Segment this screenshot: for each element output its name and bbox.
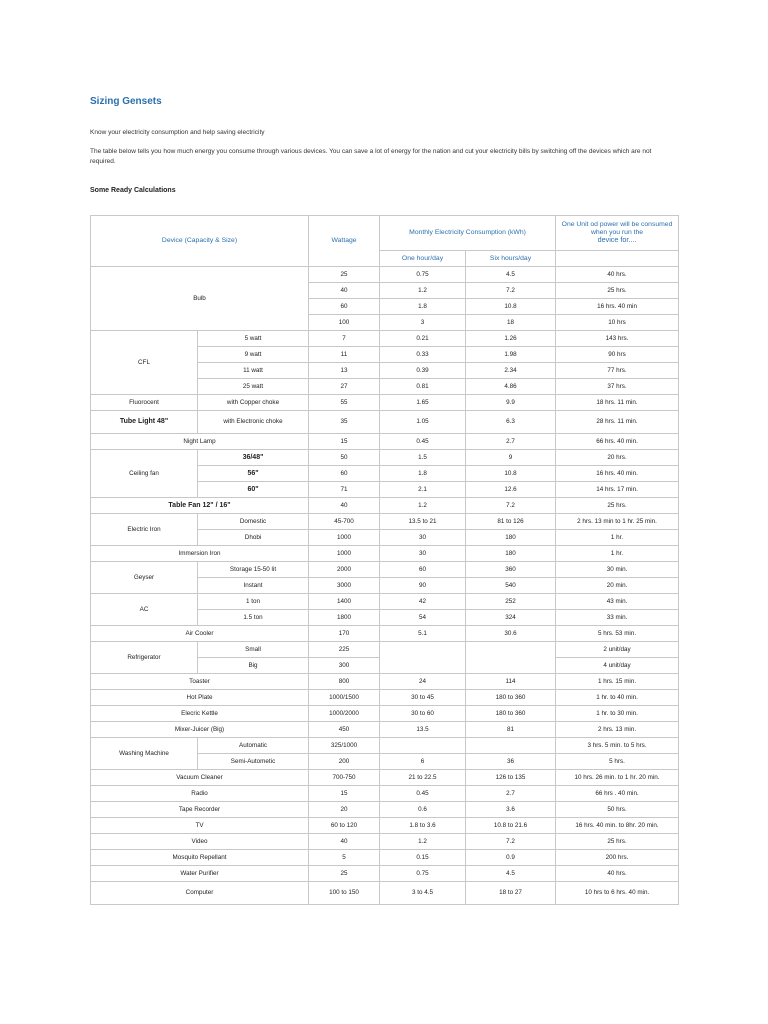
table-row bbox=[91, 434, 679, 450]
table-row bbox=[91, 411, 679, 434]
wattage-cell: 15 bbox=[309, 786, 380, 802]
unit-time-cell: 25 hrs. bbox=[556, 498, 679, 514]
wattage-cell: 100 bbox=[309, 315, 380, 331]
header-monthly: Monthly Electricity Consumption (kWh) bbox=[380, 216, 556, 251]
one-hour-cell: 0.81 bbox=[380, 379, 466, 395]
one-hour-cell: 0.75 bbox=[380, 866, 466, 882]
one-hour-cell: 30 bbox=[380, 530, 466, 546]
table-row bbox=[91, 594, 679, 610]
wattage-cell: 35 bbox=[309, 411, 380, 434]
unit-time-cell: 43 min. bbox=[556, 594, 679, 610]
one-hour-cell: 1.2 bbox=[380, 498, 466, 514]
table-row bbox=[91, 395, 679, 411]
table-row bbox=[91, 546, 679, 562]
six-hours-cell: 7.2 bbox=[466, 283, 556, 299]
unit-time-cell: 25 hrs. bbox=[556, 834, 679, 850]
subtype-cell: 1.5 ton bbox=[198, 610, 309, 626]
six-hours-cell bbox=[466, 738, 556, 754]
device-cell: Night Lamp bbox=[91, 434, 309, 450]
header-unit-line1: One Unit od power will be consumed when you run the bbox=[561, 221, 673, 236]
wattage-cell: 170 bbox=[309, 626, 380, 642]
device-cell: Tape Recorder bbox=[91, 802, 309, 818]
one-hour-cell: 5.1 bbox=[380, 626, 466, 642]
one-hour-cell: 6 bbox=[380, 754, 466, 770]
wattage-cell: 5 bbox=[309, 850, 380, 866]
unit-time-cell: 18 hrs. 11 min. bbox=[556, 395, 679, 411]
device-cell: Tube Light 48" bbox=[91, 411, 198, 434]
one-hour-cell: 3 bbox=[380, 315, 466, 331]
wattage-cell: 27 bbox=[309, 379, 380, 395]
unit-time-cell: 3 hrs. 5 min. to 5 hrs. bbox=[556, 738, 679, 754]
unit-time-cell: 28 hrs. 11 min. bbox=[556, 411, 679, 434]
device-cell: Video bbox=[91, 834, 309, 850]
wattage-cell: 325/1000 bbox=[309, 738, 380, 754]
six-hours-cell: 10.8 bbox=[466, 299, 556, 315]
one-hour-cell: 0.45 bbox=[380, 434, 466, 450]
table-row bbox=[91, 786, 679, 802]
one-hour-cell: 13.5 to 21 bbox=[380, 514, 466, 530]
six-hours-cell: 10.8 bbox=[466, 466, 556, 482]
table-row bbox=[91, 450, 679, 466]
unit-time-cell: 10 hrs. 26 min. to 1 hr. 20 min. bbox=[556, 770, 679, 786]
one-hour-cell: 60 bbox=[380, 562, 466, 578]
wattage-cell: 25 bbox=[309, 866, 380, 882]
one-hour-cell: 0.6 bbox=[380, 802, 466, 818]
one-hour-cell bbox=[380, 642, 466, 674]
device-cell: Table Fan 12" / 16" bbox=[91, 498, 309, 514]
one-hour-cell: 1.8 bbox=[380, 466, 466, 482]
device-cell: Refrigerator bbox=[91, 642, 198, 674]
six-hours-cell: 126 to 135 bbox=[466, 770, 556, 786]
one-hour-cell: 30 to 45 bbox=[380, 690, 466, 706]
unit-time-cell: 90 hrs bbox=[556, 347, 679, 363]
table-row bbox=[91, 331, 679, 347]
device-cell: Electric Iron bbox=[91, 514, 198, 546]
wattage-cell: 50 bbox=[309, 450, 380, 466]
subtype-cell: 11 watt bbox=[198, 363, 309, 379]
unit-time-cell: 50 hrs. bbox=[556, 802, 679, 818]
one-hour-cell: 54 bbox=[380, 610, 466, 626]
description-text: The table below tells you how much energy you consume through various devices. You can save a lot of energy for the nation and cut your electricity bills by switching off the devices which are not required. bbox=[90, 148, 652, 165]
subtype-cell: Big bbox=[198, 658, 309, 674]
wattage-cell: 15 bbox=[309, 434, 380, 450]
wattage-cell: 20 bbox=[309, 802, 380, 818]
header-device: Device (Capacity & Size) bbox=[91, 216, 309, 267]
six-hours-cell: 30.6 bbox=[466, 626, 556, 642]
six-hours-cell: 180 bbox=[466, 546, 556, 562]
one-hour-cell: 0.15 bbox=[380, 850, 466, 866]
six-hours-cell: 180 to 360 bbox=[466, 706, 556, 722]
unit-time-cell: 77 hrs. bbox=[556, 363, 679, 379]
subtype-cell: Automatic bbox=[198, 738, 309, 754]
six-hours-cell: 540 bbox=[466, 578, 556, 594]
six-hours-cell: 9.9 bbox=[466, 395, 556, 411]
device-cell: Air Cooler bbox=[91, 626, 309, 642]
six-hours-cell: 4.5 bbox=[466, 866, 556, 882]
table-row bbox=[91, 882, 679, 905]
unit-time-cell: 1 hrs. 15 min. bbox=[556, 674, 679, 690]
table-row bbox=[91, 866, 679, 882]
table-row bbox=[91, 818, 679, 834]
wattage-cell: 40 bbox=[309, 834, 380, 850]
wattage-cell: 55 bbox=[309, 395, 380, 411]
unit-time-cell: 66 hrs . 40 min. bbox=[556, 786, 679, 802]
table-row bbox=[91, 834, 679, 850]
table-row bbox=[91, 738, 679, 754]
unit-time-cell: 2 hrs. 13 min. bbox=[556, 722, 679, 738]
table-row bbox=[91, 267, 679, 283]
wattage-cell: 1000 bbox=[309, 530, 380, 546]
wattage-cell: 100 to 150 bbox=[309, 882, 380, 905]
six-hours-cell: 18 to 27 bbox=[466, 882, 556, 905]
subtype-cell: 60" bbox=[198, 482, 309, 498]
table-row bbox=[91, 850, 679, 866]
device-cell: CFL bbox=[91, 331, 198, 395]
wattage-cell: 200 bbox=[309, 754, 380, 770]
unit-time-cell: 33 min. bbox=[556, 610, 679, 626]
wattage-cell: 1000/2000 bbox=[309, 706, 380, 722]
table-row bbox=[91, 562, 679, 578]
six-hours-cell: 2.7 bbox=[466, 786, 556, 802]
six-hours-cell: 81 to 126 bbox=[466, 514, 556, 530]
wattage-cell: 11 bbox=[309, 347, 380, 363]
table-row bbox=[91, 770, 679, 786]
table-row bbox=[91, 626, 679, 642]
wattage-cell: 450 bbox=[309, 722, 380, 738]
one-hour-cell: 1.65 bbox=[380, 395, 466, 411]
device-cell: TV bbox=[91, 818, 309, 834]
six-hours-cell: 360 bbox=[466, 562, 556, 578]
one-hour-cell: 0.21 bbox=[380, 331, 466, 347]
unit-time-cell: 1 hr. bbox=[556, 546, 679, 562]
wattage-cell: 13 bbox=[309, 363, 380, 379]
one-hour-cell: 0.75 bbox=[380, 267, 466, 283]
wattage-cell: 1000/1500 bbox=[309, 690, 380, 706]
six-hours-cell: 114 bbox=[466, 674, 556, 690]
one-hour-cell: 1.8 bbox=[380, 299, 466, 315]
unit-time-cell: 5 hrs. bbox=[556, 754, 679, 770]
table-row bbox=[91, 706, 679, 722]
unit-time-cell: 40 hrs. bbox=[556, 267, 679, 283]
subtype-cell: Domestic bbox=[198, 514, 309, 530]
one-hour-cell: 3 to 4.5 bbox=[380, 882, 466, 905]
wattage-cell: 300 bbox=[309, 658, 380, 674]
subtype-cell: 56" bbox=[198, 466, 309, 482]
six-hours-cell: 81 bbox=[466, 722, 556, 738]
unit-time-cell: 40 hrs. bbox=[556, 866, 679, 882]
subtype-cell: Storage 15-50 lit bbox=[198, 562, 309, 578]
one-hour-cell: 90 bbox=[380, 578, 466, 594]
wattage-cell: 60 to 120 bbox=[309, 818, 380, 834]
device-cell: Toaster bbox=[91, 674, 309, 690]
one-hour-cell: 21 to 22.5 bbox=[380, 770, 466, 786]
one-hour-cell: 24 bbox=[380, 674, 466, 690]
header-six-hours: Six hours/day bbox=[466, 251, 556, 267]
device-cell: Fluorocent bbox=[91, 395, 198, 411]
unit-time-cell: 16 hrs. 40 min. bbox=[556, 466, 679, 482]
one-hour-cell: 1.2 bbox=[380, 834, 466, 850]
unit-time-cell: 5 hrs. 53 min. bbox=[556, 626, 679, 642]
unit-time-cell: 37 hrs. bbox=[556, 379, 679, 395]
wattage-cell: 40 bbox=[309, 283, 380, 299]
wattage-cell: 60 bbox=[309, 299, 380, 315]
one-hour-cell: 0.33 bbox=[380, 347, 466, 363]
six-hours-cell: 7.2 bbox=[466, 498, 556, 514]
six-hours-cell: 3.6 bbox=[466, 802, 556, 818]
one-hour-cell: 2.1 bbox=[380, 482, 466, 498]
unit-time-cell: 30 min. bbox=[556, 562, 679, 578]
six-hours-cell: 4.86 bbox=[466, 379, 556, 395]
table-row bbox=[91, 802, 679, 818]
device-cell: Radio bbox=[91, 786, 309, 802]
table-row bbox=[91, 674, 679, 690]
unit-time-cell: 66 hrs. 40 min. bbox=[556, 434, 679, 450]
wattage-cell: 71 bbox=[309, 482, 380, 498]
one-hour-cell: 30 to 60 bbox=[380, 706, 466, 722]
one-hour-cell: 1.2 bbox=[380, 283, 466, 299]
wattage-cell: 45-700 bbox=[309, 514, 380, 530]
table-row bbox=[91, 514, 679, 530]
six-hours-cell: 4.5 bbox=[466, 267, 556, 283]
intro-text: Know your electricity consumption and help saving electricity bbox=[90, 129, 265, 136]
device-cell: Washing Machine bbox=[91, 738, 198, 770]
unit-time-cell: 200 hrs. bbox=[556, 850, 679, 866]
unit-time-cell: 14 hrs. 17 min. bbox=[556, 482, 679, 498]
unit-time-cell: 1 hr. bbox=[556, 530, 679, 546]
wattage-cell: 7 bbox=[309, 331, 380, 347]
subtype-cell: 5 watt bbox=[198, 331, 309, 347]
subtype-cell: Small bbox=[198, 642, 309, 658]
wattage-cell: 3000 bbox=[309, 578, 380, 594]
subtype-cell: 1 ton bbox=[198, 594, 309, 610]
unit-time-cell: 25 hrs. bbox=[556, 283, 679, 299]
six-hours-cell: 18 bbox=[466, 315, 556, 331]
table-header-row bbox=[91, 216, 679, 251]
six-hours-cell: 324 bbox=[466, 610, 556, 626]
unit-time-cell: 20 hrs. bbox=[556, 450, 679, 466]
subtype-cell: Dhobi bbox=[198, 530, 309, 546]
wattage-cell: 700-750 bbox=[309, 770, 380, 786]
device-cell: Water Purifier bbox=[91, 866, 309, 882]
six-hours-cell: 36 bbox=[466, 754, 556, 770]
unit-time-cell: 16 hrs. 40 min. to 8hr. 20 min. bbox=[556, 818, 679, 834]
header-wattage: Wattage bbox=[309, 216, 380, 267]
wattage-cell: 800 bbox=[309, 674, 380, 690]
wattage-cell: 25 bbox=[309, 267, 380, 283]
table-row bbox=[91, 642, 679, 658]
six-hours-cell: 12.6 bbox=[466, 482, 556, 498]
six-hours-cell: 180 bbox=[466, 530, 556, 546]
six-hours-cell: 180 to 360 bbox=[466, 690, 556, 706]
wattage-cell: 1000 bbox=[309, 546, 380, 562]
one-hour-cell bbox=[380, 738, 466, 754]
unit-time-cell: 1 hr. to 30 min. bbox=[556, 706, 679, 722]
wattage-cell: 2000 bbox=[309, 562, 380, 578]
unit-time-cell: 1 hr. to 40 min. bbox=[556, 690, 679, 706]
unit-time-cell: 2 hrs. 13 min to 1 hr. 25 min. bbox=[556, 514, 679, 530]
device-cell: Bulb bbox=[91, 267, 309, 331]
one-hour-cell: 42 bbox=[380, 594, 466, 610]
subtype-cell: 36/48" bbox=[198, 450, 309, 466]
one-hour-cell: 0.39 bbox=[380, 363, 466, 379]
wattage-cell: 60 bbox=[309, 466, 380, 482]
six-hours-cell: 2.34 bbox=[466, 363, 556, 379]
device-cell: Mixer-Juicer (Big) bbox=[91, 722, 309, 738]
six-hours-cell: 9 bbox=[466, 450, 556, 466]
table-row bbox=[91, 498, 679, 514]
six-hours-cell: 0.9 bbox=[466, 850, 556, 866]
page-title: Sizing Gensets bbox=[90, 96, 162, 107]
unit-time-cell: 4 unit/day bbox=[556, 658, 679, 674]
device-cell: Vacuum Cleaner bbox=[91, 770, 309, 786]
device-cell: Geyser bbox=[91, 562, 198, 594]
subtype-cell: Semi-Autometic bbox=[198, 754, 309, 770]
header-empty bbox=[556, 251, 679, 267]
unit-time-cell: 16 hrs. 40 min bbox=[556, 299, 679, 315]
six-hours-cell: 1.26 bbox=[466, 331, 556, 347]
subtype-cell: 9 watt bbox=[198, 347, 309, 363]
consumption-table bbox=[90, 215, 679, 905]
table-row bbox=[91, 690, 679, 706]
header-unit bbox=[556, 216, 679, 251]
one-hour-cell: 1.8 to 3.6 bbox=[380, 818, 466, 834]
one-hour-cell: 13.5 bbox=[380, 722, 466, 738]
subtype-cell: with Electronic choke bbox=[198, 411, 309, 434]
subtype-cell: 25 watt bbox=[198, 379, 309, 395]
unit-time-cell: 143 hrs. bbox=[556, 331, 679, 347]
six-hours-cell: 7.2 bbox=[466, 834, 556, 850]
wattage-cell: 1400 bbox=[309, 594, 380, 610]
six-hours-cell: 6.3 bbox=[466, 411, 556, 434]
unit-time-cell: 2 unit/day bbox=[556, 642, 679, 658]
subtype-cell: Instant bbox=[198, 578, 309, 594]
header-one-hour: One hour/day bbox=[380, 251, 466, 267]
six-hours-cell bbox=[466, 642, 556, 674]
one-hour-cell: 1.5 bbox=[380, 450, 466, 466]
wattage-cell: 40 bbox=[309, 498, 380, 514]
device-cell: Immersion Iron bbox=[91, 546, 309, 562]
header-unit-line2: device for.... bbox=[597, 235, 637, 245]
unit-time-cell: 10 hrs bbox=[556, 315, 679, 331]
unit-time-cell: 20 min. bbox=[556, 578, 679, 594]
device-cell: Elecric Kettle bbox=[91, 706, 309, 722]
section-subheading: Some Ready Calculations bbox=[90, 187, 176, 194]
one-hour-cell: 0.45 bbox=[380, 786, 466, 802]
wattage-cell: 1800 bbox=[309, 610, 380, 626]
six-hours-cell: 10.8 to 21.6 bbox=[466, 818, 556, 834]
six-hours-cell: 2.7 bbox=[466, 434, 556, 450]
device-cell: Hot Plate bbox=[91, 690, 309, 706]
subtype-cell: with Copper choke bbox=[198, 395, 309, 411]
six-hours-cell: 1.98 bbox=[466, 347, 556, 363]
one-hour-cell: 1.05 bbox=[380, 411, 466, 434]
wattage-cell: 225 bbox=[309, 642, 380, 658]
device-cell: Computer bbox=[91, 882, 309, 905]
one-hour-cell: 30 bbox=[380, 546, 466, 562]
device-cell: Ceiling fan bbox=[91, 450, 198, 498]
unit-time-cell: 10 hrs to 6 hrs. 40 min. bbox=[556, 882, 679, 905]
device-cell: Mosquito Repellant bbox=[91, 850, 309, 866]
device-cell: AC bbox=[91, 594, 198, 626]
six-hours-cell: 252 bbox=[466, 594, 556, 610]
table-row bbox=[91, 722, 679, 738]
